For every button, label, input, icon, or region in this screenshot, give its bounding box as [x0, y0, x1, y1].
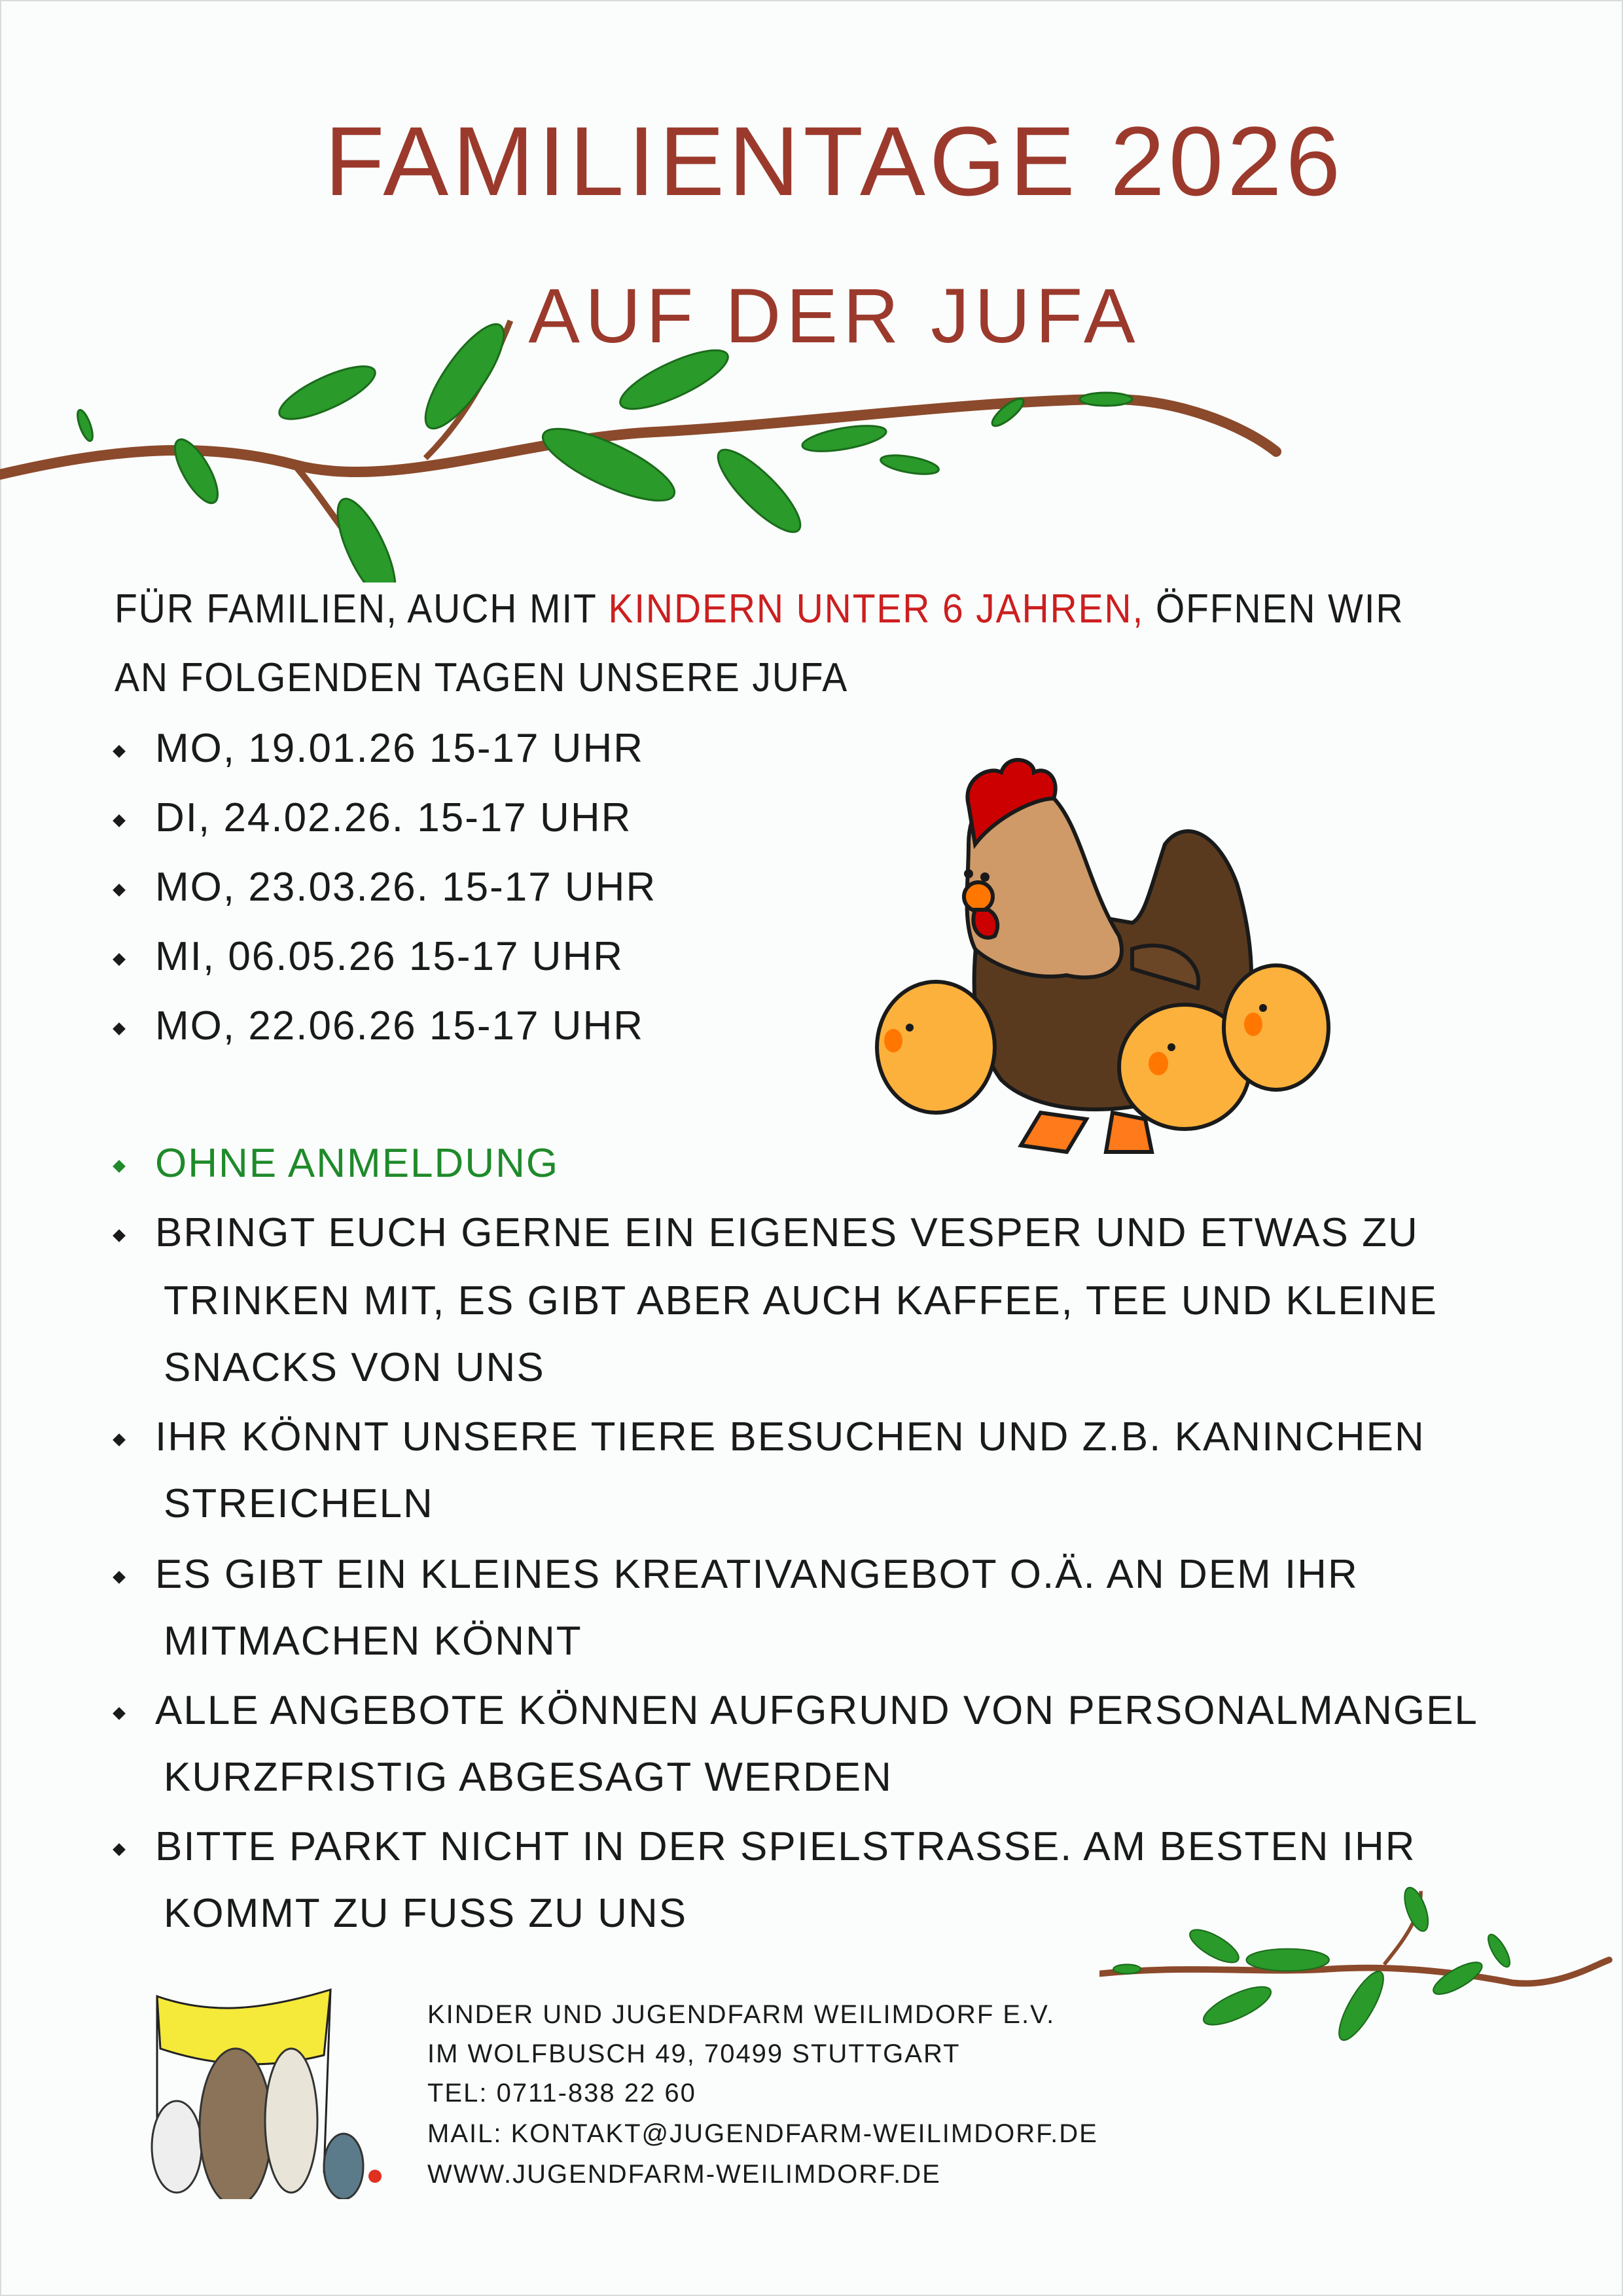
note-item: BITTE PARKT NICHT IN DER SPIELSTRASSE. AM BESTEN IHR: [115, 1823, 1416, 1870]
bullet-icon: [113, 1571, 126, 1584]
intro-highlight: KINDERN UNTER 6 JAHREN,: [608, 586, 1145, 632]
bullet-icon: [113, 1229, 126, 1242]
note-item-cont: TRINKEN MIT, ES GIBT ABER AUCH KAFFEE, TEE UND KLEINE: [164, 1278, 1438, 1323]
bullet-icon: [113, 1707, 126, 1720]
note-item-cont: KURZFRISTIG ABGESAGT WERDEN: [164, 1755, 893, 1800]
date-item: MI, 06.05.26 15-17 UHR: [115, 933, 624, 980]
bullet-icon: [113, 953, 126, 966]
bullet-icon: [113, 884, 126, 897]
bullet-icon: [113, 1160, 126, 1173]
footer-phone: TEL: 0711-838 22 60: [427, 2079, 696, 2108]
note-item-cont: KOMMT ZU FUSS ZU UNS: [164, 1891, 688, 1936]
intro-text: FÜR FAMILIEN, AUCH MIT: [115, 586, 609, 632]
footer-address: IM WOLFBUSCH 49, 70499 STUTTGART: [427, 2039, 961, 2068]
jugendfarm-logo: [95, 1977, 422, 2199]
note-item: BRINGT EUCH GERNE EIN EIGENES VESPER UND ETWAS ZU: [115, 1210, 1419, 1256]
no-registration-note: OHNE ANMELDUNG: [115, 1140, 559, 1187]
hen-and-chicks-illustration: [870, 753, 1394, 1158]
intro-line-1: [115, 586, 1404, 632]
bullet-icon: [113, 1433, 126, 1446]
bullet-icon: [113, 814, 126, 827]
intro-text-end: ÖFFNEN WIR: [1144, 586, 1404, 632]
date-item: MO, 19.01.26 15-17 UHR: [115, 725, 644, 772]
date-item: MO, 23.03.26. 15-17 UHR: [115, 864, 656, 910]
date-item: MO, 22.06.26 15-17 UHR: [115, 1003, 644, 1049]
page-subtitle: AUF DER JUFA: [528, 273, 1141, 359]
branch-bottom-illustration: [1099, 1882, 1623, 2056]
note-item-cont: STREICHELN: [164, 1481, 434, 1526]
footer-mail-link[interactable]: MAIL: KONTAKT@JUGENDFARM-WEILIMDORF.DE: [427, 2119, 1098, 2148]
footer-website-link[interactable]: WWW.JUGENDFARM-WEILIMDORF.DE: [427, 2160, 941, 2189]
page-title: FAMILIENTAGE 2026: [324, 106, 1345, 216]
note-item: ES GIBT EIN KLEINES KREATIVANGEBOT O.Ä. AN DEM IHR: [115, 1551, 1359, 1598]
date-item: DI, 24.02.26. 15-17 UHR: [115, 795, 632, 841]
footer-org: KINDER UND JUGENDFARM WEILIMDORF E.V.: [427, 2000, 1056, 2029]
bullet-icon: [113, 1022, 126, 1035]
bullet-icon: [113, 1843, 126, 1856]
intro-line-2: AN FOLGENDEN TAGEN UNSERE JUFA: [115, 655, 849, 700]
bullet-icon: [113, 745, 126, 758]
note-item: IHR KÖNNT UNSERE TIERE BESUCHEN UND Z.B. KANINCHEN: [115, 1414, 1425, 1460]
note-item-cont: SNACKS VON UNS: [164, 1345, 545, 1390]
note-item-cont: MITMACHEN KÖNNT: [164, 1619, 582, 1664]
note-item: ALLE ANGEBOTE KÖNNEN AUFGRUND VON PERSONALMANGEL: [115, 1687, 1478, 1734]
